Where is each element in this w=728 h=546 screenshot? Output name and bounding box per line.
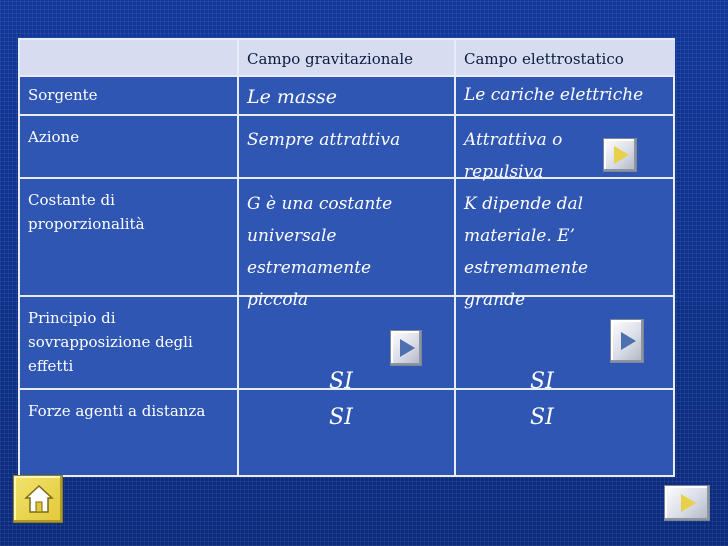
next-button-action[interactable] (603, 138, 637, 172)
play-icon (400, 339, 415, 357)
row-label-superposition: Principio di sovrapposizione degli effetti (28, 309, 193, 375)
play-icon (621, 332, 636, 350)
home-button[interactable] (13, 475, 63, 523)
comparison-table (18, 38, 675, 477)
grav-distance-value: SI (329, 405, 353, 430)
play-icon (614, 146, 629, 164)
elec-source-value: Le cariche elettriche (464, 85, 644, 105)
grav-constant-value: G è una costante universale estremamente piccola (247, 194, 393, 310)
row-label-distance-forces: Forze agenti a distanza (28, 402, 206, 420)
header-gravitational-field: Campo gravitazionale (239, 40, 454, 75)
grav-action-value: Sempre attrattiva (247, 130, 401, 150)
next-slide-button[interactable] (664, 485, 710, 521)
row-label-source: Sorgente (28, 86, 98, 104)
home-icon (23, 483, 55, 515)
play-icon (681, 494, 696, 512)
next-button-superposition-grav[interactable] (390, 330, 422, 366)
grav-superposition-value: SI (329, 369, 353, 394)
elec-distance-value: SI (530, 405, 554, 430)
header-cell-empty (20, 40, 237, 75)
elec-superposition-value: SI (530, 369, 554, 394)
header-electrostatic-field: Campo elettrostatico (456, 40, 675, 75)
row-label-action: Azione (28, 128, 80, 146)
elec-constant-value: K dipende dal materiale. E’ estremamente grande (464, 194, 589, 310)
row-label-constant: Costante di proporzionalità (28, 191, 145, 233)
grav-source-value: Le masse (247, 86, 337, 108)
next-button-superposition-elec[interactable] (610, 319, 644, 363)
elec-action-value: Attrattiva o repulsiva (464, 130, 563, 182)
